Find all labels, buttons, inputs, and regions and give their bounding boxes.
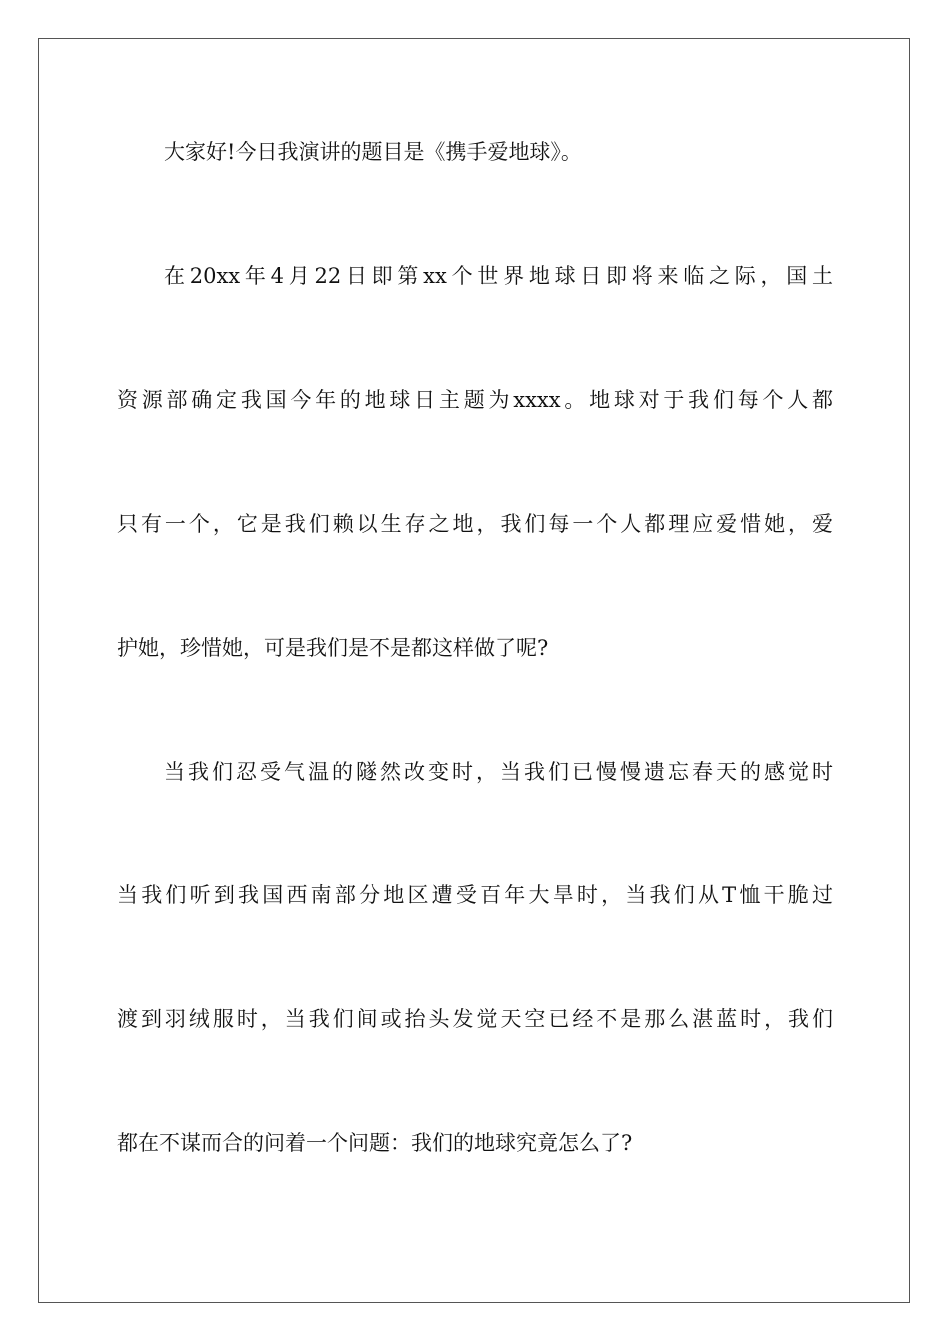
paragraph-3-line-4: 都在不谋而合的问着一个问题：我们的地球究竟怎么了? xyxy=(117,1131,633,1155)
paragraph-3-line-2: 当我们听到我国西南部分地区遭受百年大旱时，当我们从T恤干脆过 xyxy=(117,883,833,907)
paragraph-2-line-4: 护她，珍惜她，可是我们是不是都这样做了呢? xyxy=(117,636,549,660)
page-border xyxy=(38,38,910,1303)
paragraph-2-line-3: 只有一个，它是我们赖以生存之地，我们每一个人都理应爱惜她，爱 xyxy=(117,512,833,536)
paragraph-2-line-2: 资源部确定我国今年的地球日主题为xxxx。地球对于我们每个人都 xyxy=(117,388,833,412)
paragraph-2-line-1: 在20xx年4月22日即第xx个世界地球日即将来临之际，国土 xyxy=(164,264,833,288)
paragraph-1-line-1: 大家好!今日我演讲的题目是《携手爱地球》。 xyxy=(164,140,582,164)
paragraph-3-line-3: 渡到羽绒服时，当我们间或抬头发觉天空已经不是那么湛蓝时，我们 xyxy=(117,1007,833,1031)
paragraph-3-line-1: 当我们忍受气温的隧然改变时，当我们已慢慢遗忘春天的感觉时 xyxy=(164,760,833,784)
